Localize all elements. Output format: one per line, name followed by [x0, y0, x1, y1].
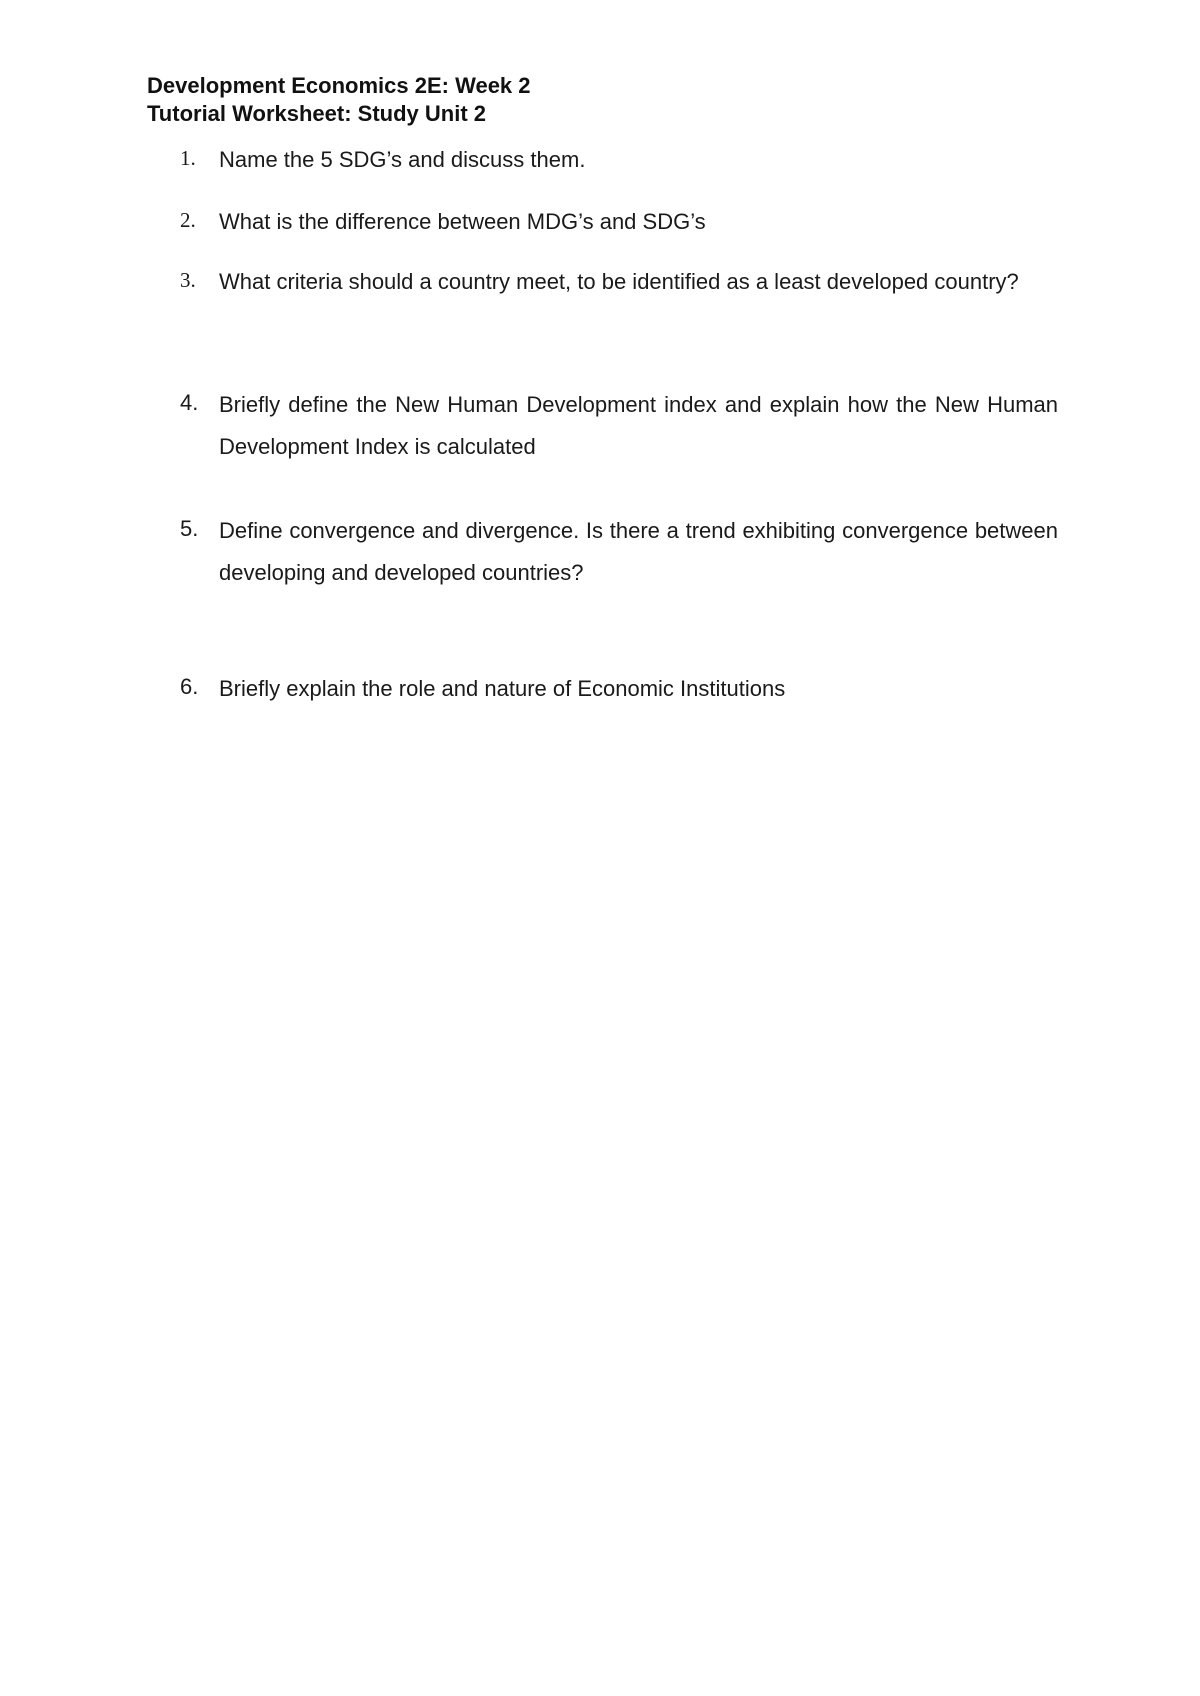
question-item-2 — [180, 206, 1060, 237]
question-item-1 — [180, 144, 1060, 175]
question-item-5 — [180, 510, 1060, 594]
question-number: 3. — [180, 268, 196, 292]
question-text: Name the 5 SDG’s and discuss them. — [219, 147, 586, 172]
question-item-6 — [180, 668, 1060, 710]
question-number: 1. — [180, 146, 196, 170]
question-text: Define convergence and divergence. Is there a trend exhibiting convergence between developing and developed countries? — [219, 518, 1058, 585]
question-item-3 — [180, 266, 1020, 297]
worksheet-title: Tutorial Worksheet: Study Unit 2 — [147, 101, 486, 126]
question-number: 6. — [180, 674, 199, 699]
question-text: What is the difference between MDG’s and SDG’s — [219, 209, 706, 234]
question-text: What criteria should a country meet, to be identified as a least developed country? — [219, 269, 1019, 294]
question-number: 2. — [180, 208, 196, 232]
course-title: Development Economics 2E: Week 2 — [147, 73, 531, 98]
question-number: 5. — [180, 516, 199, 541]
document-header — [147, 72, 1047, 128]
question-text: Briefly define the New Human Development index and explain how the New Human Development Index is calculated — [219, 392, 1058, 459]
question-text: Briefly explain the role and nature of Economic Institutions — [219, 676, 786, 701]
question-item-4 — [180, 384, 1060, 468]
question-number: 4. — [180, 390, 199, 415]
